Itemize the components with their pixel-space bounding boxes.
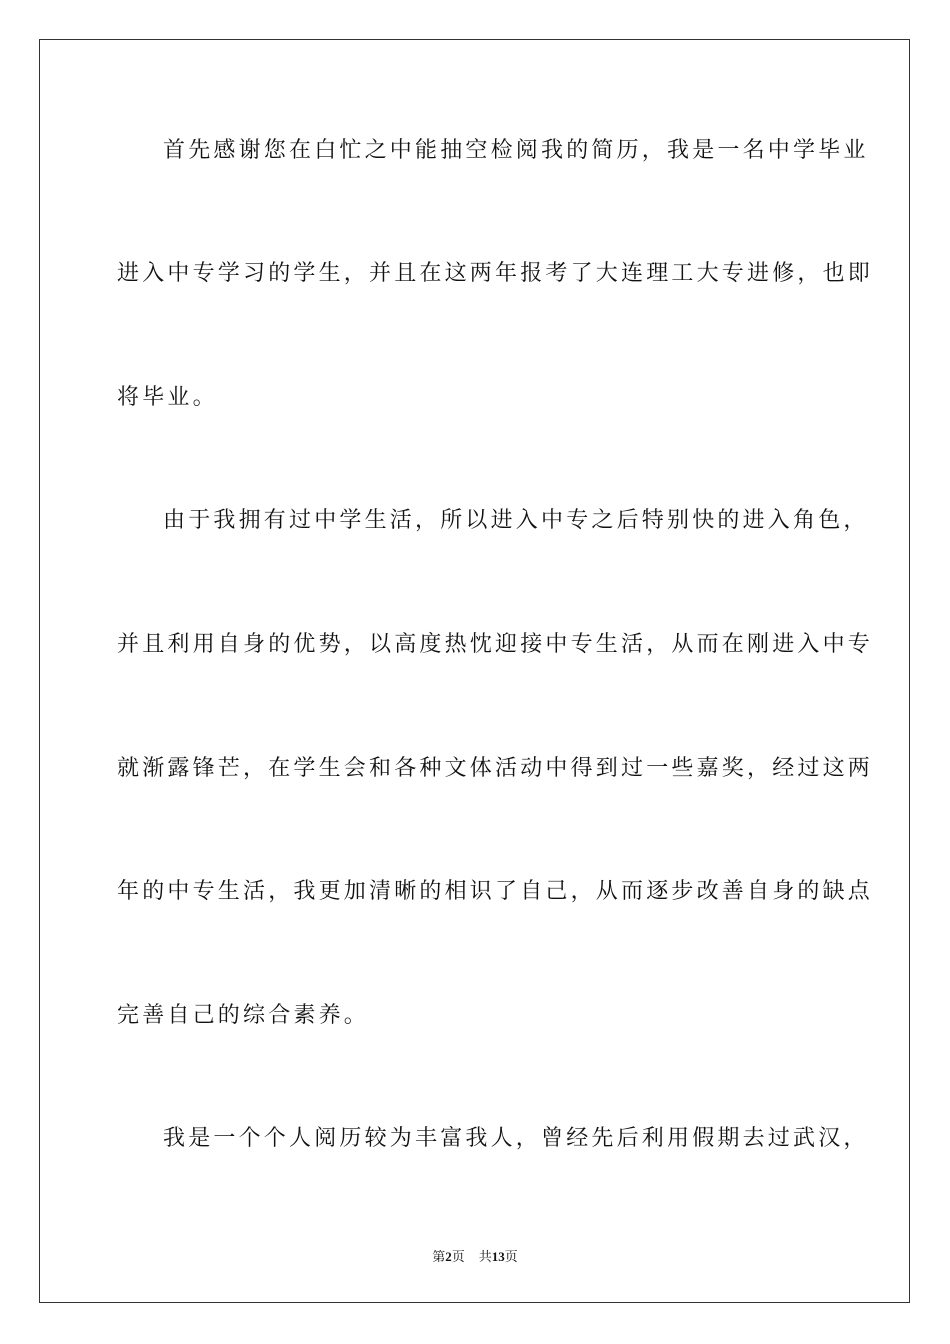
paragraph-2-line-5: 完善自己的综合素养。 xyxy=(117,1003,370,1028)
page-footer xyxy=(0,1248,950,1266)
page-number: 2 xyxy=(445,1249,452,1264)
page-suffix: 页 xyxy=(451,1249,465,1264)
page-border xyxy=(39,39,910,1303)
paragraph-2-line-1: 由于我拥有过中学生活，所以进入中专之后特别快的进入角色， xyxy=(163,508,869,533)
paragraph-1-line-2: 进入中专学习的学生，并且在这两年报考了大连理工大专进修，也即 xyxy=(117,261,874,286)
paragraph-3-line-1: 我是一个个人阅历较为丰富我人，曾经先后利用假期去过武汉， xyxy=(163,1126,869,1151)
total-pages: 13 xyxy=(491,1249,505,1264)
paragraph-1-line-3: 将毕业。 xyxy=(117,385,218,410)
paragraph-2-line-2: 并且利用自身的优势，以高度热忱迎接中专生活，从而在刚进入中专 xyxy=(117,632,874,657)
page-prefix: 第 xyxy=(432,1249,446,1264)
paragraph-1-line-1: 首先感谢您在白忙之中能抽空检阅我的简历，我是一名中学毕业 xyxy=(163,138,869,163)
paragraph-2-line-3: 就渐露锋芒，在学生会和各种文体活动中得到过一些嘉奖，经过这两 xyxy=(117,756,874,781)
total-prefix: 共 xyxy=(478,1249,492,1264)
paragraph-2-line-4: 年的中专生活，我更加清晰的相识了自己，从而逐步改善自身的缺点 xyxy=(117,879,874,904)
total-suffix: 页 xyxy=(504,1249,518,1264)
